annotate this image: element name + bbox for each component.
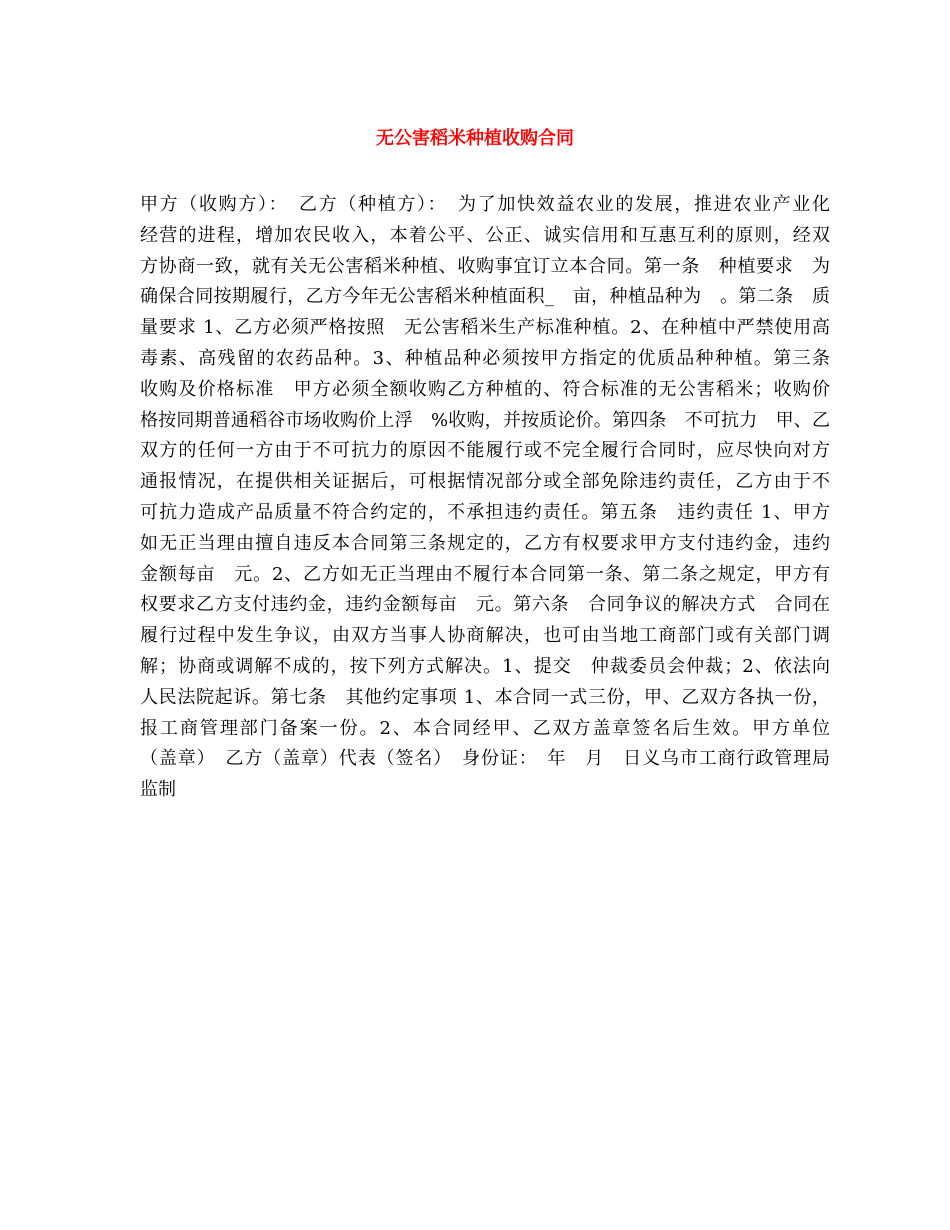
body-line: 确保合同按期履行，乙方今年无公害稻米种植面积_ 亩，种植品种为 。第二条 质	[140, 286, 830, 308]
body-line: 可抗力造成产品质量不符合约定的，不承担违约责任。第五条 违约责任 1、甲方	[140, 501, 830, 523]
body-line: 通报情况，在提供相关证据后，可根据情况部分或全部免除违约责任，乙方由于不	[140, 471, 830, 493]
body-line: 解；协商或调解不成的，按下列方式解决。1、提交 仲裁委员会仲裁；2、依法向	[140, 655, 830, 677]
body-line: 报工商管理部门备案一份。2、本合同经甲、乙双方盖章签名后生效。甲方单位	[140, 717, 830, 739]
body-line: 毒素、高残留的农药品种。3、种植品种必须按甲方指定的优质品种种植。第三条	[140, 347, 830, 369]
body-line: 经营的进程，增加农民收入，本着公平、公正、诚实信用和互惠互利的原则，经双	[140, 224, 830, 246]
body-line: 监制	[140, 779, 176, 801]
body-line: 收购及价格标准 甲方必须全额收购乙方种植的、符合标准的无公害稻米；收购价	[140, 378, 830, 400]
document-title: 无公害稻米种植收购合同	[376, 128, 574, 149]
body-line: 履行过程中发生争议，由双方当事人协商解决，也可由当地工商部门或有关部门调	[140, 625, 830, 647]
body-line: （盖章） 乙方（盖章）代表（签名） 身份证： 年 月 日义乌市工商行政管理局	[140, 748, 830, 770]
contract-body	[140, 190, 830, 806]
body-line: 人民法院起诉。第七条 其他约定事项 1、本合同一式三份，甲、乙双方各执一份，	[140, 686, 830, 708]
body-line: 量要求 1、乙方必须严格按照 无公害稻米生产标准种植。2、在种植中严禁使用高	[140, 317, 830, 339]
body-line: 方协商一致，就有关无公害稻米种植、收购事宜订立本合同。第一条 种植要求 为	[140, 255, 830, 277]
body-line: 双方的任何一方由于不可抗力的原因不能履行或不完全履行合同时，应尽快向对方	[140, 440, 830, 462]
body-line: 如无正当理由擅自违反本合同第三条规定的，乙方有权要求甲方支付违约金，违约	[140, 532, 830, 554]
body-line: 权要求乙方支付违约金，违约金额每亩 元。第六条 合同争议的解决方式 合同在	[140, 594, 830, 616]
body-line: 金额每亩 元。2、乙方如无正当理由不履行本合同第一条、第二条之规定，甲方有	[140, 563, 830, 585]
body-line: 甲方（收购方）： 乙方（种植方）： 为了加快效益农业的发展，推进农业产业化	[140, 194, 830, 215]
body-line: 格按同期普通稻谷市场收购价上浮 %收购，并按质论价。第四条 不可抗力 甲、乙	[140, 409, 830, 431]
